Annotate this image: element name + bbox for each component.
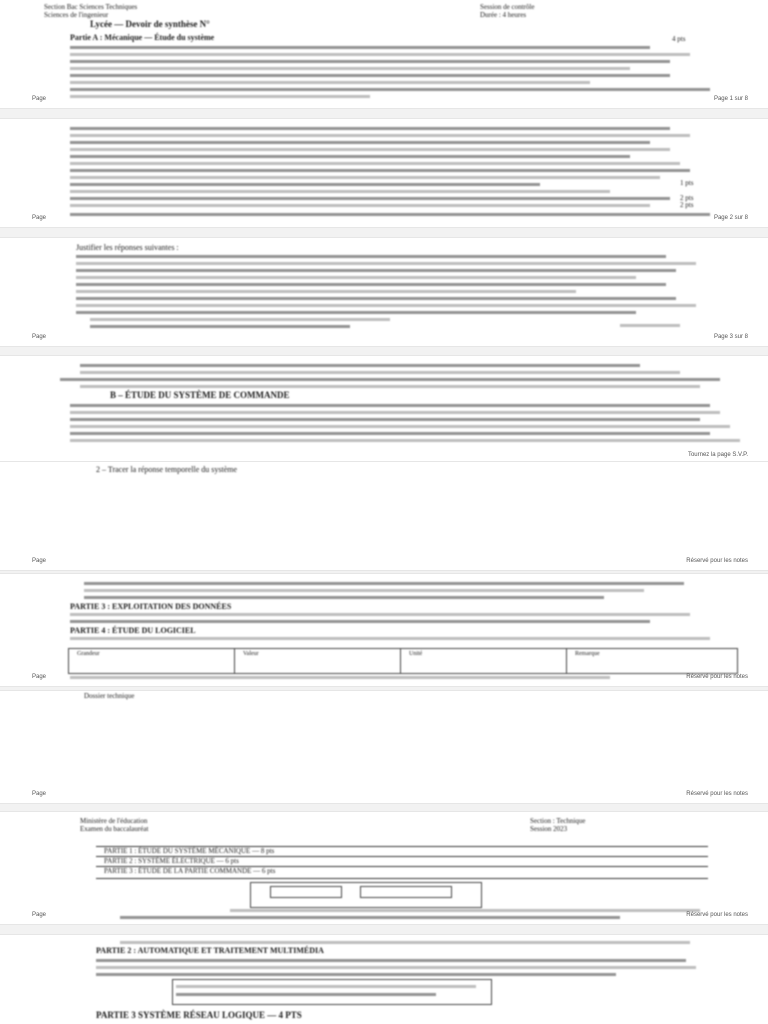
part-row: PARTIE 2 : SYSTÈME ÉLECTRIQUE — 6 pts xyxy=(104,857,239,865)
table-header: Grandeur xyxy=(77,651,100,657)
part-row: PARTIE 1 : ÉTUDE DU SYSTÈME MÉCANIQUE — 8 pts xyxy=(104,847,275,855)
footer-left: Page xyxy=(32,215,47,221)
section-heading: Justifier les réponses suivantes : xyxy=(76,243,179,252)
page-header-right: Section : Technique xyxy=(530,817,586,825)
footer-right: Réservé pour les notes xyxy=(686,791,748,797)
document-page-7 xyxy=(0,691,768,803)
page-title: Lycée — Devoir de synthèse N° xyxy=(90,19,210,29)
page-subtitle: Partie A : Mécanique — Étude du système xyxy=(70,33,215,42)
footer-right: Page 1 sur 8 xyxy=(713,96,748,102)
section-heading: PARTIE 2 : AUTOMATIQUE ET TRAITEMENT MULTIMÉDIA xyxy=(96,946,324,955)
footer-right: Réservé pour les notes xyxy=(686,558,748,564)
footer-left: Page xyxy=(32,96,47,102)
mark-value: 2 pts xyxy=(680,201,694,209)
table-header: Remarque xyxy=(575,651,600,657)
footer-right: Réservé pour les notes xyxy=(686,912,748,918)
document-page-4 xyxy=(0,356,768,464)
document-page-5 xyxy=(0,462,768,570)
table-header: Valeur xyxy=(243,651,259,657)
footer-left: Page xyxy=(32,334,47,340)
page-header-left-2: Examen du baccalauréat xyxy=(80,825,149,833)
mark-value: 1 pts xyxy=(680,179,694,187)
table-header: Unité xyxy=(409,651,423,657)
document-page-3 xyxy=(0,238,768,346)
document-page-2 xyxy=(0,119,768,227)
page-header-right-2: Session 2023 xyxy=(530,825,568,833)
section-subheading: PARTIE 4 : ÉTUDE DU LOGICIEL xyxy=(70,626,196,635)
page-header-right-2: Durée : 4 heures xyxy=(480,11,527,19)
section-heading: Dossier technique xyxy=(84,692,135,700)
mark-value: 4 pts xyxy=(672,35,686,43)
page-header-right: Session de contrôle xyxy=(480,3,535,11)
document-page-9 xyxy=(0,935,768,1024)
page-header-left: Section Bac Sciences Techniques xyxy=(44,3,138,11)
section-heading-bottom: PARTIE 3 SYSTÈME RÉSEAU LOGIQUE — 4 PTS xyxy=(96,1010,302,1020)
section-heading: B – ÉTUDE DU SYSTÈME DE COMMANDE xyxy=(110,390,290,400)
footer-right: Réservé pour les notes xyxy=(686,674,748,680)
footer-right: Page 2 sur 8 xyxy=(713,215,748,221)
footer-left: Page xyxy=(32,674,47,680)
footer-left: Page xyxy=(32,912,47,918)
document-page-6 xyxy=(0,574,768,686)
footer-left: Page xyxy=(32,791,47,797)
mark-value: 2 pts xyxy=(680,194,694,202)
part-row: PARTIE 3 : ÉTUDE DE LA PARTIE COMMANDE — 6 pts xyxy=(104,867,276,875)
footer-right: Page 3 sur 8 xyxy=(713,334,748,340)
document-page-8 xyxy=(0,812,768,924)
section-heading: PARTIE 3 : EXPLOITATION DES DONNÉES xyxy=(70,602,232,611)
page-header-left-2: Sciences de l'ingenieur xyxy=(44,11,109,19)
section-heading: 2 – Tracer la réponse temporelle du système xyxy=(96,465,238,474)
document-page-1 xyxy=(0,0,768,108)
footer-right: Tournez la page S.V.P. xyxy=(687,452,748,458)
page-header-left: Ministère de l'éducation xyxy=(80,817,148,825)
footer-left: Page xyxy=(32,558,47,564)
data-table xyxy=(68,648,738,674)
